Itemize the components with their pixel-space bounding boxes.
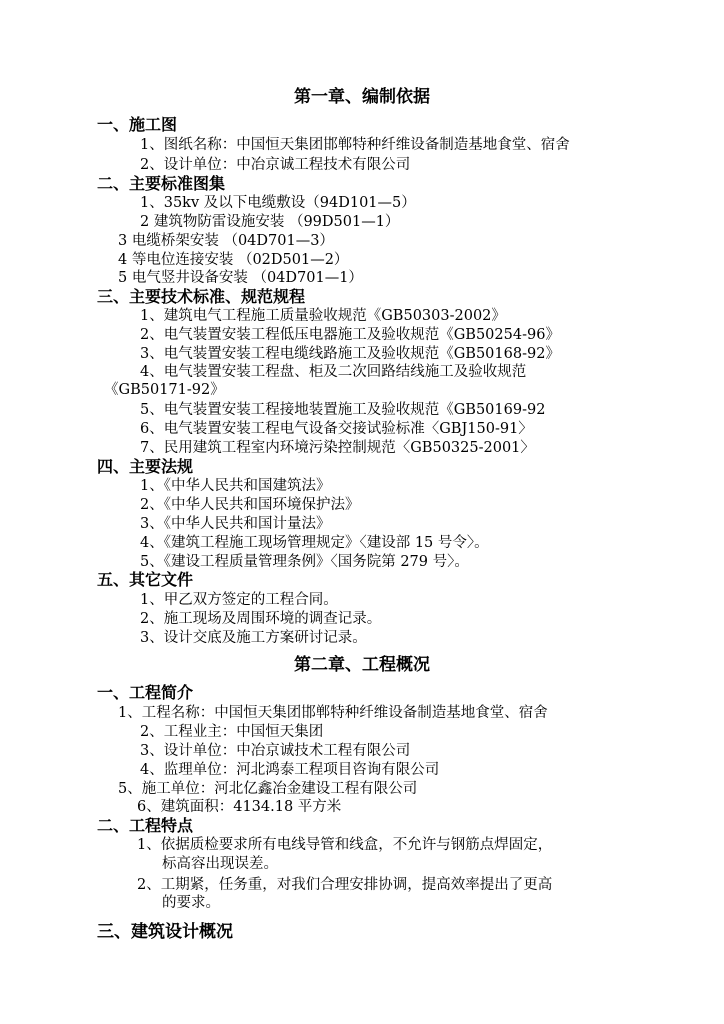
- list-item-continuation: 标高容出现误差。: [162, 856, 278, 872]
- list-item: 3 电缆桥架安装 （04D701—3）: [118, 233, 334, 249]
- section-heading-other-documents: 五、其它文件: [97, 570, 194, 589]
- list-item: 1、35kv 及以下电缆敷设（94D101—5）: [140, 195, 416, 211]
- list-item: 2、设计单位：中冶京诚工程技术有限公司: [140, 157, 411, 173]
- list-item: 2、工期紧，任务重，对我们合理安排协调，提高效率提出了更高: [137, 877, 553, 893]
- list-item: 2、工程业主：中国恒天集团: [140, 724, 324, 740]
- list-item: 7、民用建筑工程室内环境污染控制规范〈GB50325-2001〉: [140, 440, 535, 456]
- list-item: 5 电气竖井设备安装 （04D701—1）: [118, 270, 363, 286]
- list-item: 6、建筑面积：4134.18 平方米: [137, 799, 342, 815]
- section-heading-standard-atlases: 二、主要标准图集: [97, 174, 226, 193]
- list-item-continuation: 的要求。: [162, 895, 220, 911]
- list-item: 1、《中华人民共和国建筑法》: [140, 478, 331, 494]
- list-item: 1、依据质检要求所有电线导管和线盒，不允许与钢筋点焊固定，: [137, 837, 553, 853]
- chapter-1-title: 第一章、编制依据: [294, 87, 430, 107]
- list-item: 3、《中华人民共和国计量法》: [140, 516, 331, 532]
- list-item: 4、《建筑工程施工现场管理规定》〈建设部 15 号令〉。: [140, 535, 489, 551]
- section-heading-architectural-design: 三、建筑设计概况: [97, 922, 233, 942]
- list-item: 1、图纸名称：中国恒天集团邯郸特种纤维设备制造基地食堂、宿舍: [140, 137, 570, 153]
- list-item: 5、电气装置安装工程接地装置施工及验收规范《GB50169-92: [140, 402, 546, 418]
- section-heading-regulations: 四、主要法规: [97, 457, 194, 476]
- list-item: 3、设计交底及施工方案研讨记录。: [140, 630, 367, 646]
- section-heading-project-intro: 一、工程简介: [97, 683, 194, 702]
- list-item: 6、电气装置安装工程电气设备交接试验标准〈GBJ150-91〉: [140, 421, 533, 437]
- list-item: 2、施工现场及周围环境的调查记录。: [140, 611, 382, 627]
- list-item: 1、甲乙双方签定的工程合同。: [140, 592, 338, 608]
- list-item: 1、工程名称：中国恒天集团邯郸特种纤维设备制造基地食堂、宿舍: [118, 705, 548, 721]
- list-item: 5、《建设工程质量管理条例》〈国务院第 279 号〉。: [140, 554, 469, 570]
- list-item-continuation: 《GB50171-92》: [104, 382, 225, 398]
- section-heading-technical-standards: 三、主要技术标准、规范规程: [97, 287, 306, 306]
- list-item: 2、电气装置安装工程低压电器施工及验收规范《GB50254-96》: [140, 327, 560, 343]
- list-item: 2、《中华人民共和国环境保护法》: [140, 497, 360, 513]
- list-item: 4、电气装置安装工程盘、柜及二次回路结线施工及验收规范: [140, 364, 527, 380]
- list-item: 5、施工单位：河北亿鑫冶金建设工程有限公司: [118, 781, 418, 797]
- list-item: 4、监理单位：河北鸿泰工程项目咨询有限公司: [140, 762, 440, 778]
- chapter-2-title: 第二章、工程概况: [294, 655, 430, 675]
- list-item: 4 等电位连接安装 （02D501—2）: [118, 252, 349, 268]
- section-heading-construction-drawings: 一、施工图: [97, 115, 178, 134]
- list-item: 1、建筑电气工程施工质量验收规范《GB50303-2002》: [140, 308, 506, 324]
- section-heading-project-features: 二、工程特点: [97, 816, 194, 835]
- list-item: 3、电气装置安装工程电缆线路施工及验收规范《GB50168-92》: [140, 346, 560, 362]
- list-item: 2 建筑物防雷设施安装 （99D501—1）: [140, 214, 400, 230]
- list-item: 3、设计单位：中冶京诚技术工程有限公司: [140, 743, 411, 759]
